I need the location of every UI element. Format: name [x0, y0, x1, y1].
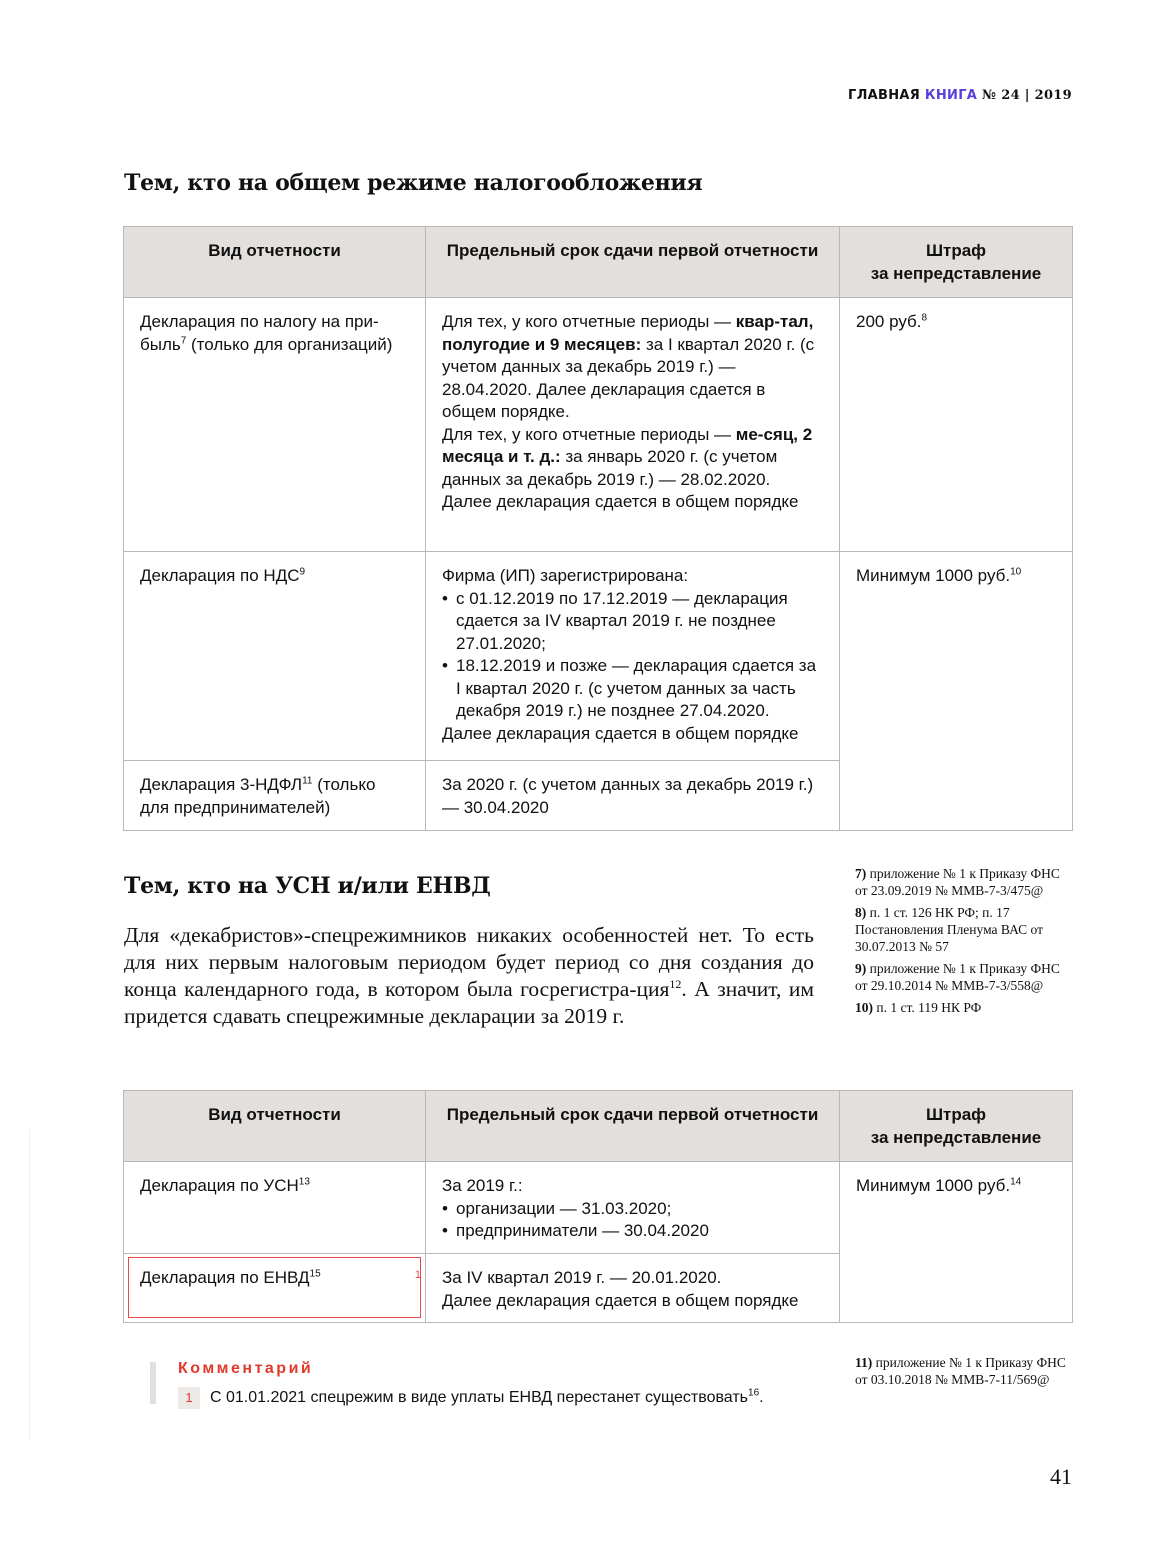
footnote — [855, 1354, 1075, 1388]
report-type-cell — [124, 1162, 426, 1254]
report-type-cell — [124, 298, 426, 552]
deadline-cell — [426, 552, 840, 761]
column-header-fine-line2: за непредставление — [870, 264, 1042, 283]
brand-name-accent: КНИГА — [924, 88, 978, 103]
annotation-highlight-frame[interactable] — [128, 1257, 421, 1318]
deadline-text: За 2020 г. (с учетом данных за декабрь 2019 г.) — 30.04.2020 — [442, 775, 814, 817]
report-type-cell — [124, 761, 426, 831]
body-text: Для «декабристов»-спецрежимников никаких особенностей нет. То есть для них первым налоговым периодом будет период со дня создания до конца календарного года, в котором была госрегистра-ция — [124, 923, 814, 1001]
list-item: • предприниматели — 30.04.2020 — [442, 1220, 823, 1243]
report-type-text: Декларация 3-НДФЛ — [140, 775, 303, 794]
deadline-emphasis: квар-тал, полугодие и 9 месяцев: — [442, 312, 814, 354]
deadline-cell — [426, 761, 840, 831]
column-header-fine-line1: Штраф — [925, 1105, 987, 1124]
footnote-text: приложение № 1 к Приказу ФНС от 03.10.2018 № ММВ-7-11/569@ — [855, 1355, 1066, 1387]
deadline-cell — [426, 1162, 840, 1254]
column-header-fine-line1: Штраф — [925, 241, 987, 260]
sidenotes-top — [855, 865, 1075, 1021]
annotation-marker[interactable]: 1 — [414, 1269, 421, 1281]
footnote-ref[interactable]: 10 — [1010, 566, 1022, 578]
comment-title: Комментарий — [178, 1360, 314, 1377]
fine-text: Минимум 1000 руб. — [856, 566, 1011, 585]
deadline-cell — [426, 298, 840, 552]
deadline-cell — [426, 1254, 840, 1323]
body-text: . А значит, им придется сдавать спецрежимные декларации за 2019 г. — [124, 977, 814, 1028]
footnote-number: 8) — [855, 905, 867, 920]
comment-body: С 01.01.2021 спецрежим в виде уплаты ЕНВД перестанет существовать — [210, 1389, 749, 1406]
column-header-deadline: Предельный срок сдачи первой отчетности — [426, 1091, 840, 1162]
report-type-text: Декларация по УСН — [140, 1176, 299, 1195]
fine-cell — [840, 552, 1073, 831]
footnote-text: приложение № 1 к Приказу ФНС от 29.10.2014 № ММВ-7-3/558@ — [855, 961, 1060, 993]
deadline-list — [442, 588, 823, 723]
column-header-report-type: Вид отчетности — [124, 1091, 426, 1162]
footnote-ref[interactable]: 13 — [298, 1176, 310, 1188]
table-row — [124, 552, 1073, 761]
comment-accent-bar — [150, 1362, 156, 1404]
report-type-cell-highlighted[interactable] — [124, 1254, 426, 1323]
page-edge-line — [29, 1130, 30, 1440]
usn-envd-table — [123, 1090, 1073, 1323]
deadline-text: Фирма (ИП) зарегистрирована: — [442, 566, 689, 585]
body-paragraph — [124, 922, 814, 1030]
fine-cell — [840, 1162, 1073, 1323]
report-type-text: Декларация по НДС — [140, 566, 300, 585]
table-row — [124, 1162, 1073, 1254]
footnote-ref[interactable]: 9 — [299, 566, 306, 578]
deadline-emphasis: ме-сяц, 2 месяца и т. д.: — [442, 424, 813, 466]
footnote-ref[interactable]: 14 — [1010, 1176, 1022, 1188]
footnote-number: 11) — [855, 1355, 873, 1370]
comment-number-badge[interactable]: 1 — [178, 1387, 200, 1409]
deadline-text: Для тех, у кого отчетные периоды — — [442, 424, 736, 444]
list-item: • 18.12.2019 и позже — декларация сдается за I квартал 2020 г. (с учетом данных за часть декабря 2019 г.) не позднее 27.04.2020. — [442, 655, 823, 723]
section-heading-usn-envd: Тем, кто на УСН и/или ЕНВД — [124, 873, 491, 899]
column-header-fine — [840, 1091, 1073, 1162]
table-header-row — [124, 227, 1073, 298]
comment-text — [210, 1387, 764, 1409]
section-heading-general-regime: Тем, кто на общем режиме налогообложения — [124, 170, 703, 196]
deadline-text: Для тех, у кого отчетные периоды — — [442, 312, 736, 331]
report-type-text: быль — [140, 334, 181, 354]
running-header — [848, 88, 1072, 103]
footnote — [855, 904, 1075, 955]
footnote — [855, 865, 1075, 899]
fine-text: Минимум 1000 руб. — [856, 1176, 1011, 1195]
comment-body-end: . — [759, 1389, 764, 1406]
report-type-text: (только для организаций) — [186, 334, 393, 354]
column-header-deadline: Предельный срок сдачи первой отчетности — [426, 227, 840, 298]
footnote-text: приложение № 1 к Приказу ФНС от 23.09.2019 № ММВ-7-3/475@ — [855, 866, 1060, 898]
report-type-cell — [124, 552, 426, 761]
deadline-text: за I квартал 2020 г. (с учетом данных за декабрь 2019 г.) — 28.04.2020. Далее декларация сдается в общем порядке. — [442, 334, 815, 421]
sidenotes-bottom — [855, 1354, 1075, 1393]
list-item: • организации — 31.03.2020; — [442, 1198, 823, 1221]
page-number: 41 — [1050, 1464, 1072, 1489]
footnote-number: 7) — [855, 866, 867, 881]
fine-cell — [840, 298, 1073, 552]
deadline-list — [442, 1198, 823, 1243]
deadline-text: за январь 2020 г. (с учетом данных за декабрь 2019 г.) — 28.02.2020. Далее декларация сдается в общем порядке — [442, 447, 799, 511]
footnote — [855, 999, 1075, 1016]
issue-number: № 24 | 2019 — [981, 88, 1072, 103]
column-header-report-type: Вид отчетности — [124, 227, 426, 298]
list-item: • с 01.12.2019 по 17.12.2019 — декларация сдается за IV квартал 2019 г. не позднее 27.01.2020; — [442, 588, 823, 656]
footnote-ref[interactable]: 16 — [748, 1387, 760, 1399]
footnote-number: 10) — [855, 1000, 873, 1015]
table-header-row — [124, 1091, 1073, 1162]
footnote-text: п. 1 ст. 126 НК РФ; п. 17 Постановления Пленума ВАС от 30.07.2013 № 57 — [855, 905, 1043, 954]
footnote-text: п. 1 ст. 119 НК РФ — [876, 1000, 982, 1015]
column-header-fine-line2: за непредставление — [870, 1128, 1042, 1147]
footnote-ref[interactable]: 11 — [302, 775, 313, 787]
deadline-text: За IV квартал 2019 г. — 20.01.2020. — [442, 1268, 722, 1287]
footnote-number: 9) — [855, 961, 867, 976]
column-header-fine — [840, 227, 1073, 298]
footnote — [855, 960, 1075, 994]
report-type-text: Декларация по ЕНВД — [140, 1268, 310, 1287]
deadline-text: Далее декларация сдается в общем порядке — [442, 723, 799, 743]
general-regime-table — [123, 226, 1073, 831]
fine-text: 200 руб. — [856, 312, 922, 331]
footnote-ref[interactable]: 15 — [309, 1268, 321, 1280]
footnote-ref[interactable]: 7 — [180, 334, 187, 346]
deadline-text: Далее декларация сдается в общем порядке — [442, 1290, 799, 1310]
footnote-ref[interactable]: 8 — [921, 312, 928, 324]
table-row — [124, 298, 1073, 552]
deadline-text: За 2019 г.: — [442, 1176, 523, 1195]
report-type-text: Декларация по налогу на при- — [140, 312, 379, 331]
report-type-text: (только для предпринимателей) — [140, 775, 376, 817]
brand-name: ГЛАВНАЯ — [847, 88, 921, 103]
footnote-ref[interactable]: 12 — [669, 976, 682, 991]
